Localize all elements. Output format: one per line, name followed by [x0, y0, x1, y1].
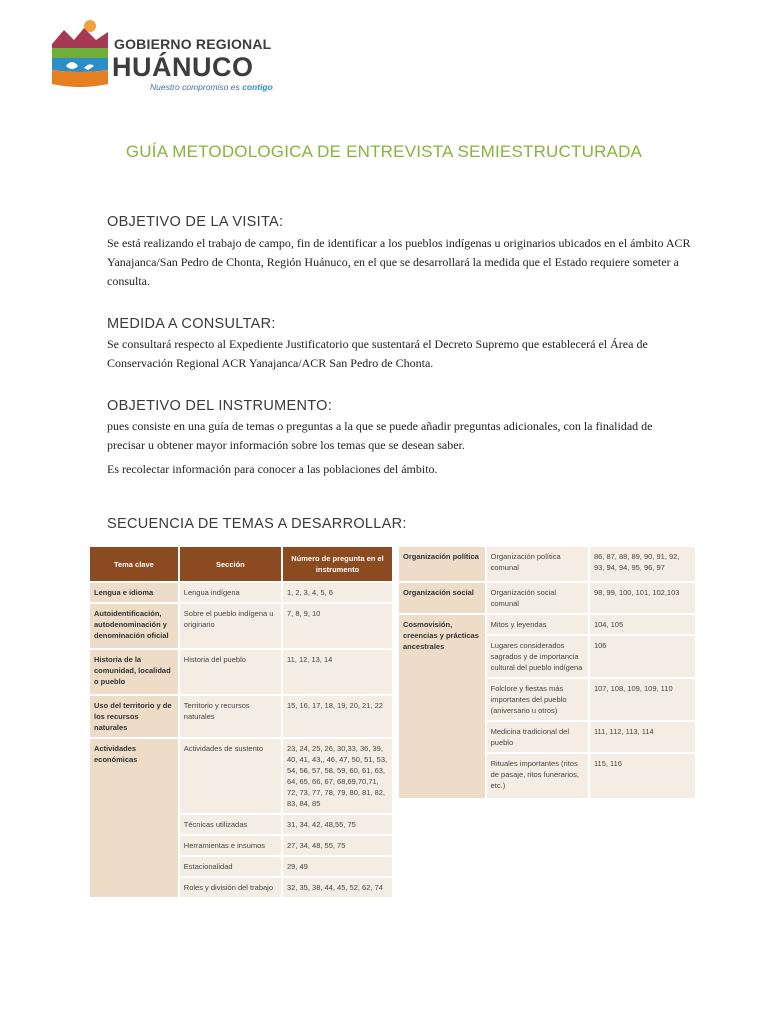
cell-seccion: Historia del pueblo [179, 649, 282, 695]
cell-num: 27, 34, 48, 55, 75 [282, 835, 393, 856]
cell-num: 32, 35, 38, 44, 45, 52, 62, 74 [282, 877, 393, 898]
heading-objetivo-instrumento: OBJETIVO DEL INSTRUMENTO: [107, 398, 333, 414]
cell-seccion: Herramientas e insumos [179, 835, 282, 856]
heading-medida: MEDIDA A CONSULTAR: [107, 316, 276, 332]
topics-table-left [88, 545, 394, 899]
cell-tema: Cosmovisión, creencias y prácticas ancestrales [398, 614, 486, 799]
topics-table-right [397, 545, 697, 800]
header-numero: Número de pregunta en el instrumento [282, 546, 393, 582]
cell-seccion: Sobre el pueblo indígena u originario [179, 603, 282, 649]
logo-line2: HUÁNUCO [112, 52, 254, 82]
table-header-row [89, 546, 393, 582]
cell-num: 106 [589, 635, 696, 678]
logo-emblem-icon [50, 18, 110, 90]
document-title: GUÍA METODOLOGICA DE ENTREVISTA SEMIESTRUCTURADA [125, 142, 643, 161]
text-medida: Se consultará respecto al Expediente Justificatorio que sustentará el Decreto Supremo que establecerá el Área de Conservación Regional ACR Yanajanca/ACR San Pedro de Chonta. [107, 337, 648, 370]
cell-num: 11, 12, 13, 14 [282, 649, 393, 695]
slogan-part-a: Nuestro compromiso es [150, 82, 243, 92]
cell-tema: Autoidentificación, autodenominación y denominación oficial [89, 603, 179, 649]
cell-num: 107, 108, 109, 109, 110 [589, 678, 696, 721]
cell-tema: Lengua e idioma [89, 582, 179, 603]
cell-seccion: Roles y división del trabajo [179, 877, 282, 898]
table-row [89, 649, 393, 695]
heading-secuencia: SECUENCIA DE TEMAS A DESARROLLAR: [107, 516, 407, 532]
heading-objetivo-visita: OBJETIVO DE LA VISITA: [107, 214, 284, 230]
cell-seccion: Estacionalidad [179, 856, 282, 877]
logo-slogan [150, 82, 273, 92]
table-row [398, 546, 696, 582]
cell-num: 7, 8, 9, 10 [282, 603, 393, 649]
table-row [89, 582, 393, 603]
cell-tema: Organización social [398, 582, 486, 614]
cell-seccion: Medicina tradicional del pueblo [486, 721, 589, 753]
table-row [89, 695, 393, 738]
gobierno-regional-logo [50, 16, 280, 96]
table-row [398, 582, 696, 614]
header-seccion: Sección [179, 546, 282, 582]
cell-seccion: Rituales importantes (ritos de pasaje, ritos funerarios, etc.) [486, 753, 589, 799]
table-row [89, 603, 393, 649]
cell-num: 15, 16, 17, 18, 19, 20, 21, 22 [282, 695, 393, 738]
cell-seccion: Organización social comunal [486, 582, 589, 614]
cell-tema: Uso del territorio y de los recursos naturales [89, 695, 179, 738]
cell-seccion: Lengua indígena [179, 582, 282, 603]
cell-num: 1, 2, 3, 4, 5, 6 [282, 582, 393, 603]
text-objetivo-instrumento-1: pues consiste en una guía de temas o preguntas a la que se puede añadir preguntas adicionales, con la finalidad de precisar u obtener mayor información sobre los temas que se desean saber. [107, 419, 653, 452]
cell-num: 23, 24, 25, 26, 30,33, 36, 39, 40, 41, 43,, 46, 47, 50, 51, 53, 54, 56, 57, 58, 59, 60, 61, 63, 64, 65, 66, 67, 68,69,70,71, 72, 73, 77, 78, 79, 80, 81, 82, 83, 84, 85 [282, 738, 393, 814]
text-objetivo-instrumento-2: Es recolectar información para conocer a las poblaciones del ámbito. [107, 462, 438, 476]
cell-num: 31, 34, 42, 48,55, 75 [282, 814, 393, 835]
cell-seccion: Folclore y fiestas más importantes del pueblo (aniversario u otros) [486, 678, 589, 721]
cell-num: 98, 99, 100, 101, 102,103 [589, 582, 696, 614]
cell-num: 29, 49 [282, 856, 393, 877]
cell-num: 104, 105 [589, 614, 696, 635]
cell-seccion: Organización política comunal [486, 546, 589, 582]
cell-num: 115, 116 [589, 753, 696, 799]
table-row [89, 738, 393, 814]
cell-seccion: Lugares considerados sagrados y de importancia cultural del pueblo indígena [486, 635, 589, 678]
logo-line1: GOBIERNO REGIONAL [114, 36, 272, 52]
cell-num: 111, 112, 113, 114 [589, 721, 696, 753]
header-tema: Tema clave [89, 546, 179, 582]
cell-seccion: Actividades de sustento [179, 738, 282, 814]
slogan-part-b: contigo [242, 82, 273, 92]
cell-seccion: Territorio y recursos naturales [179, 695, 282, 738]
text-objetivo-visita: Se está realizando el trabajo de campo, fin de identificar a los pueblos indígenas u originarios ubicados en el ámbito ACR Yanajanca/San Pedro de Chonta, Región Huánuco, en el que se desarrollará la medida que el Estado requiere someter a consulta. [107, 236, 691, 288]
cell-tema: Organización política [398, 546, 486, 582]
cell-tema: Actividades económicas [89, 738, 179, 898]
cell-num: 86, 87, 88, 89, 90, 91, 92, 93, 94, 94, 95, 96, 97 [589, 546, 696, 582]
cell-seccion: Mitos y leyendas [486, 614, 589, 635]
table-row [398, 614, 696, 635]
cell-seccion: Técnicas utilizadas [179, 814, 282, 835]
cell-tema: Historia de la comunidad, localidad o pueblo [89, 649, 179, 695]
